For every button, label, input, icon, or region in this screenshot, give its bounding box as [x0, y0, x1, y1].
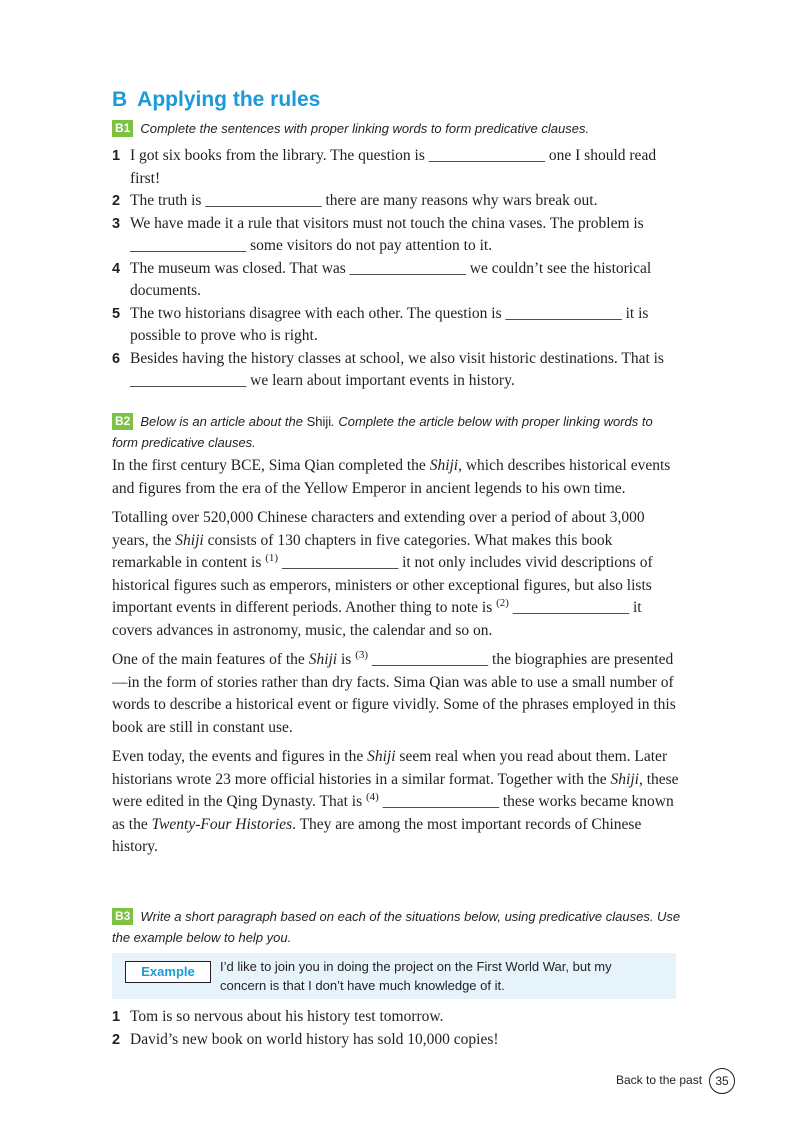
text-run: is — [337, 651, 356, 668]
section-title: Applying the rules — [137, 88, 321, 111]
b2-instruction-text: Below is an article about the — [140, 414, 303, 429]
text-run: it covers advances in astronomy, music, the calendar and so on. — [112, 599, 642, 639]
list-item — [112, 145, 687, 190]
book-title: Shiji — [367, 748, 396, 765]
text-run: , which describes historical events and figures from the era of the Yellow Emperor in ancient legends to his own time. — [112, 457, 671, 497]
item-text: We have made it a rule that visitors must not touch the china vases. The problem is _______________ some visitors do not pay attention to it. — [130, 214, 644, 254]
text-run: One of the main features of the — [112, 651, 309, 668]
item-number: 4 — [112, 260, 121, 277]
b3-instruction-text: Write a short paragraph based on each of the situations below, using predicative clauses. Use the example below to help you. — [112, 909, 681, 945]
item-text: Besides having the history classes at school, we also visit historic destinations. That is _______________ we learn about important events in history. — [130, 349, 664, 389]
list-item — [112, 1029, 687, 1052]
text-run: In the first century BCE, Sima Qian completed the — [112, 457, 430, 474]
item-number: 3 — [112, 215, 121, 232]
item-number: 1 — [112, 1009, 121, 1025]
item-number: 1 — [112, 148, 121, 164]
item-text: I got six books from the library. The question is _______________ one I should read first! — [130, 147, 657, 187]
item-number: 6 — [112, 350, 121, 367]
item-text: Tom is so nervous about his history test tomorrow. — [130, 1008, 444, 1025]
example-label: Example — [125, 961, 211, 983]
item-text: The museum was closed. That was _______________ we couldn’t see the historical documents. — [130, 259, 652, 299]
list-item — [112, 303, 687, 348]
b3-instruction — [112, 906, 692, 948]
book-title: Shiji — [610, 770, 639, 788]
text-run: the biographies are presented—in the form of stories rather than dry facts. Sima Qian was able to use a small number of words to describe a historical event or figure vividly. Some of the phrases employed in this book are still in constant use. — [112, 651, 676, 736]
b1-tag: B1 — [112, 120, 133, 137]
item-number: 2 — [112, 193, 121, 209]
answer-blank-3: _______________ — [371, 651, 489, 668]
b1-instruction-text: Complete the sentences with proper linking words to form predicative clauses. — [140, 121, 590, 136]
text-run: Totalling over 520,000 Chinese characters and extending over a period of about 3,000 years, the — [112, 509, 645, 549]
text-run: , these were edited in the Qing Dynasty. That is — [112, 770, 679, 810]
text-run: consists of 130 chapters in five categories. What makes this book remarkable in content is — [112, 531, 613, 571]
page-number: 35 — [709, 1068, 735, 1094]
footer-unit-title: Back to the past — [616, 1073, 703, 1087]
text-run: seem real when you read about them. Later historians wrote 23 more official histories in a similar format. Together with the — [112, 748, 668, 788]
b2-instruction — [112, 411, 682, 453]
b2-article — [112, 455, 682, 866]
article-paragraph-3 — [112, 649, 682, 739]
section-letter: B — [112, 88, 128, 111]
section-heading — [112, 88, 320, 112]
text-run: it not only includes vivid descriptions of historical figures such as emperors, ministers or other exceptional figures, but also lists important events in different periods. Another thing to note is — [112, 554, 653, 616]
blank-number-1: (1) — [265, 552, 279, 564]
list-item — [112, 1006, 687, 1029]
text-run: these works became known as the — [112, 793, 674, 833]
answer-blank-4: _______________ — [382, 793, 499, 810]
b2-tag: B2 — [112, 413, 133, 430]
article-paragraph-1 — [112, 455, 682, 500]
text-run: Even today, the events and figures in the — [112, 748, 368, 765]
blank-number-3: (3) — [355, 649, 369, 661]
blank-number-4: (4) — [365, 791, 379, 803]
article-paragraph-2 — [112, 507, 682, 642]
answer-blank-2: _______________ — [512, 599, 630, 616]
book-title: Shiji — [175, 531, 204, 549]
b3-item-list — [112, 1006, 687, 1051]
item-text: The two historians disagree with each other. The question is _______________ it is possible to prove who is right. — [130, 304, 649, 344]
book-title-twenty-four-histories: Twenty-Four Histories — [151, 815, 293, 833]
list-item — [112, 348, 687, 393]
item-text: David’s new book on world history has sold 10,000 copies! — [130, 1030, 499, 1048]
b1-item-list — [112, 145, 687, 393]
book-title: Shiji — [429, 457, 459, 474]
answer-blank-1: _______________ — [281, 554, 399, 571]
list-item — [112, 190, 687, 213]
blank-number-2: (2) — [496, 597, 509, 609]
example-text: I’d like to join you in doing the project on the First World War, but my concern is that I don’t have much knowledge of it. — [220, 959, 612, 993]
text-run: . They are among the most important records of Chinese history. — [112, 815, 642, 855]
list-item — [112, 213, 687, 258]
book-title: Shiji — [308, 651, 338, 668]
item-number: 2 — [112, 1031, 121, 1048]
list-item — [112, 258, 687, 303]
example-box — [112, 953, 676, 999]
b1-instruction — [112, 118, 692, 139]
b3-tag: B3 — [112, 908, 133, 925]
item-text: The truth is _______________ there are many reasons why wars break out. — [130, 192, 598, 209]
article-paragraph-4 — [112, 746, 682, 859]
b2-instruction-book: Shiji — [306, 414, 332, 429]
b2-instruction-text-2: . Complete the article below with proper linking words to form predicative clauses. — [112, 414, 653, 450]
item-number: 5 — [112, 305, 121, 322]
